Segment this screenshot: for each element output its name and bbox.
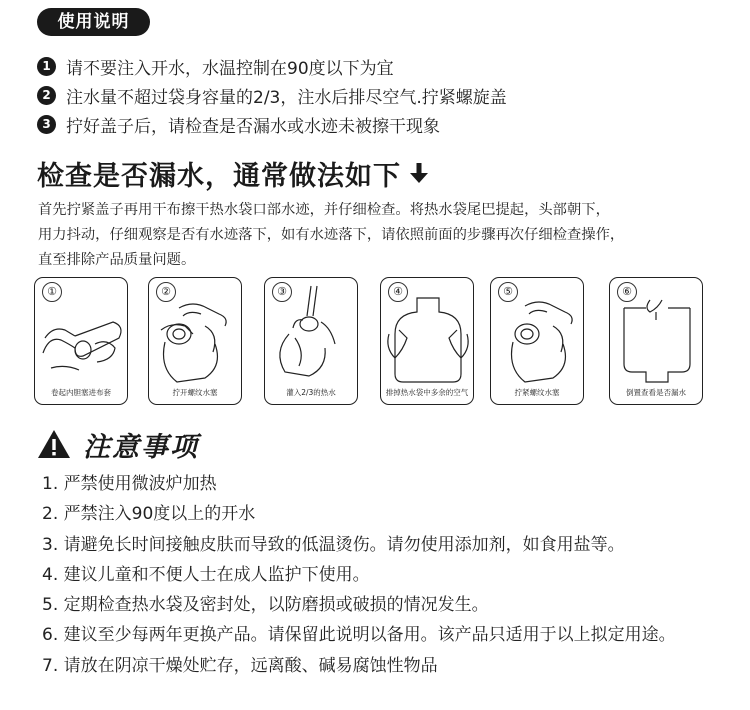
panel-number: ② [156, 282, 176, 302]
instruction-step-1 [37, 53, 394, 79]
warning-icon [37, 429, 71, 459]
instruction-step-2 [37, 82, 507, 108]
list-item: 2. 严禁注入90度以上的开水 [42, 504, 256, 525]
step-text: 请不要注入开水，水温控制在90度以下为宜 [66, 58, 394, 79]
panel-number: ⑥ [617, 282, 637, 302]
panel-caption: 卷起内胆塞进布套 [51, 388, 111, 397]
step-illustration-1 [34, 277, 128, 405]
list-item: 3. 请避免长时间接触皮肤而导致的低温烫伤。请勿使用添加剂，如食用盐等。 [42, 534, 625, 555]
list-item: 7. 请放在阴凉干燥处贮存，远离酸、碱易腐蚀性物品 [42, 655, 438, 676]
panel-caption: 拧开螺纹水塞 [172, 388, 218, 397]
paragraph-line: 首先拧紧盖子再用干布擦干热水袋口部水迹，并仔细检查。将热水袋尾巴提起，头部朝下， [38, 202, 610, 218]
paragraph-line: 直至排除产品质量问题。 [38, 252, 196, 268]
leak-check-heading-text: 检查是否漏水，通常做法如下 [37, 160, 401, 192]
instructions-title: 使用说明 [37, 8, 150, 36]
step-text: 注水量不超过袋身容量的2/3，注水后排尽空气.拧紧螺旋盖 [66, 87, 507, 108]
panel-number: ④ [388, 282, 408, 302]
step-number-badge: 3 [37, 115, 56, 134]
warnings-heading [37, 424, 199, 464]
panel-caption: 拧紧螺纹水塞 [514, 388, 560, 397]
warnings-list [42, 470, 676, 682]
step-number-badge: 1 [37, 57, 56, 76]
step-illustration-3 [264, 277, 358, 405]
paragraph-line: 用力抖动，仔细观察是否有水迹落下，如有水迹落下，请依照前面的步骤再次仔细检查操作， [38, 227, 625, 243]
step-illustration-4 [380, 277, 474, 405]
list-item: 6. 建议至少每两年更换产品。请保留此说明以备用。该产品只适用于以上拟定用途。 [42, 625, 676, 646]
panel-number: ⑤ [498, 282, 518, 302]
step-illustration-6 [609, 277, 703, 405]
panel-number: ① [42, 282, 62, 302]
instruction-step-3 [37, 111, 440, 137]
list-item: 1. 严禁使用微波炉加热 [42, 474, 217, 494]
step-text: 拧好盖子后，请检查是否漏水或水迹未被擦干现象 [66, 116, 440, 137]
panel-caption: 倒置查看是否漏水 [626, 388, 686, 397]
panel-caption: 排掉热水袋中多余的空气 [385, 388, 469, 397]
step-illustration-2 [148, 277, 242, 405]
leak-check-heading [37, 153, 429, 193]
panel-caption: 灌入2/3的热水 [286, 388, 336, 397]
step-number-badge: 2 [37, 86, 56, 105]
warnings-heading-text: 注意事项 [83, 431, 199, 463]
arrow-down-icon [409, 161, 429, 185]
list-item: 5. 定期检查热水袋及密封处，以防磨损或破损的情况发生。 [42, 595, 489, 616]
panel-number: ③ [272, 282, 292, 302]
step-illustration-5 [490, 277, 584, 405]
leak-check-paragraph [38, 198, 728, 273]
list-item: 4. 建议儿童和不便人士在成人监护下使用。 [42, 564, 370, 585]
